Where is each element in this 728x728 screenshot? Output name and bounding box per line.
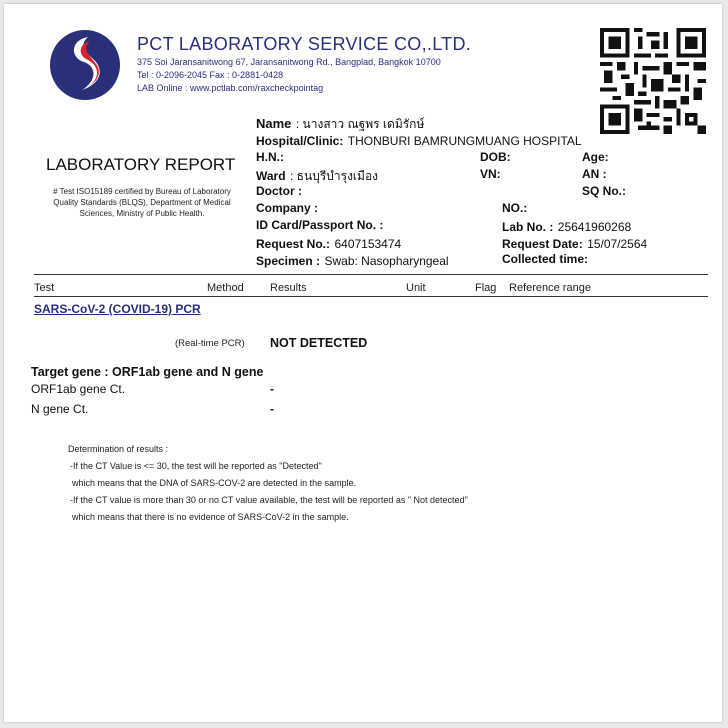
specimen-value: Swab: Nasopharyngeal xyxy=(324,254,449,268)
lab-address-block xyxy=(137,56,441,95)
n-gene-ct-value: - xyxy=(270,402,274,416)
orf1ab-ct-label: ORF1ab gene Ct. xyxy=(31,382,126,396)
lab-logo-icon xyxy=(48,28,122,102)
lab-name: PCT LABORATORY SERVICE CO,.LTD. xyxy=(137,34,472,54)
an-label: AN : xyxy=(582,167,607,181)
column-flag: Flag xyxy=(475,282,497,294)
test-name: SARS-CoV-2 (COVID-19) PCR xyxy=(34,302,201,316)
lab-tel: Tel : 0-2096-2045 Fax : 0-2881-0428 xyxy=(137,70,284,80)
hospital-row xyxy=(256,132,582,150)
lab-address: 375 Soi Jaransanitwong 67, Jaransanitwong Rd., Bangplad, Bangkok 10700 xyxy=(137,57,441,67)
column-method: Method xyxy=(207,282,244,294)
report-page xyxy=(4,4,722,722)
determination-heading: Determination of results : xyxy=(68,444,169,454)
lab-no-value: 25641960268 xyxy=(557,220,632,234)
column-unit: Unit xyxy=(406,282,426,294)
request-no-value: 6407153474 xyxy=(334,237,402,251)
determination-line-4: which means that there is no evidence of SARS-CoV-2 in the sample. xyxy=(72,512,349,522)
hn-label: H.N.: xyxy=(256,150,284,164)
determination-line-2: which means that the DNA of SARS-COV-2 are detected in the sample. xyxy=(72,478,357,488)
vn-label: VN: xyxy=(480,167,501,181)
lab-no-row xyxy=(502,218,631,236)
sq-label: SQ No.: xyxy=(582,184,626,198)
certification-note: # Test ISO15189 certified by Bureau of Laboratory Quality Standards (BLQS), Department of Medical Sciences, Ministry of Public Health. xyxy=(53,187,231,218)
hospital-value: THONBURI BAMRUNGMUANG HOSPITAL xyxy=(347,134,582,148)
name-value: : นางสาว ณฐพร เดมิรักษ์ xyxy=(295,117,425,131)
request-no-row xyxy=(256,235,401,253)
specimen-label: Specimen : xyxy=(256,254,321,268)
no-label: NO.: xyxy=(502,201,528,215)
doctor-label: Doctor : xyxy=(256,184,302,198)
name-label: Name xyxy=(256,116,292,131)
header-top-divider xyxy=(34,274,708,275)
request-date-row xyxy=(502,235,647,253)
test-method: (Real-time PCR) xyxy=(175,338,245,349)
qr-code-icon xyxy=(600,28,706,134)
lab-online: LAB Online : www.pctlab.com/raxcheckpointag xyxy=(137,83,324,93)
column-results: Results xyxy=(270,282,307,294)
id-card-label: ID Card/Passport No. : xyxy=(256,218,384,232)
target-gene-heading: Target gene : ORF1ab gene and N gene xyxy=(31,365,264,379)
age-label: Age: xyxy=(582,150,609,164)
ward-label: Ward xyxy=(256,169,286,183)
company-label: Company : xyxy=(256,201,319,215)
request-date-value: 15/07/2564 xyxy=(587,237,648,251)
header-bottom-divider xyxy=(34,296,708,297)
request-date-label: Request Date: xyxy=(502,237,583,251)
hospital-label: Hospital/Clinic: xyxy=(256,134,344,148)
determination-line-3: -If the CT value is more than 30 or no CT value available, the test will be reported as " Not detected" xyxy=(70,495,468,505)
lab-no-label: Lab No. : xyxy=(502,220,554,234)
ward-value: : ธนบุรีบำรุงเมือง xyxy=(290,169,379,183)
dob-label: DOB: xyxy=(480,150,511,164)
request-no-label: Request No.: xyxy=(256,237,331,251)
column-reference-range: Reference range xyxy=(509,282,591,294)
n-gene-ct-label: N gene Ct. xyxy=(31,402,89,416)
column-test: Test xyxy=(34,282,55,294)
determination-line-1: -If the CT Value is <= 30, the test will be reported as "Detected" xyxy=(70,461,322,471)
collected-time-label: Collected time: xyxy=(502,252,589,266)
specimen-row xyxy=(256,252,449,270)
test-result: NOT DETECTED xyxy=(270,336,368,350)
report-title: LABORATORY REPORT xyxy=(46,155,236,174)
orf1ab-ct-value: - xyxy=(270,382,274,396)
determination-block xyxy=(68,441,468,526)
